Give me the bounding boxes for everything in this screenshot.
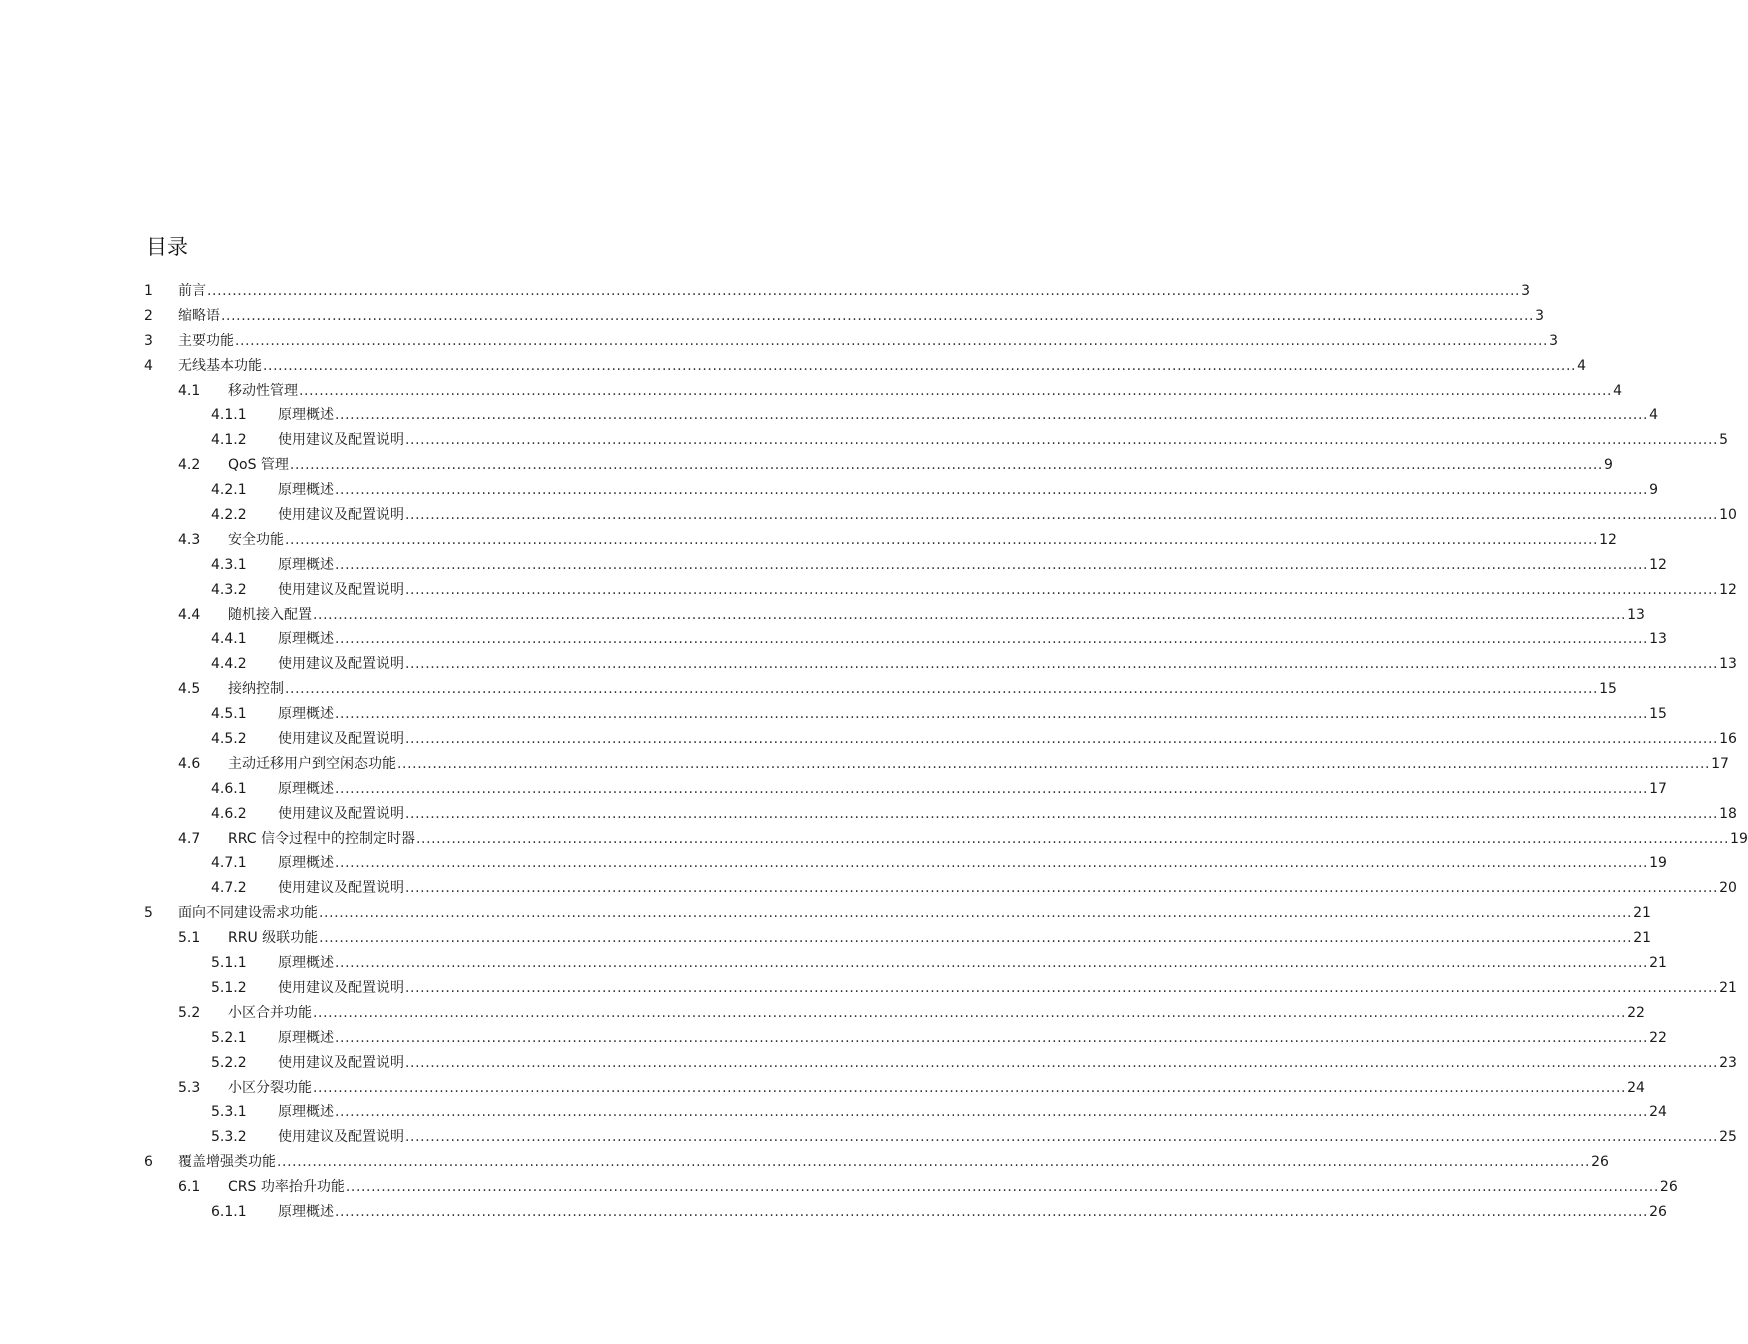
toc-entry-line: [228, 752, 1729, 777]
toc-entry-page: 12: [1719, 581, 1737, 598]
toc-dot-leader: ....................................................................................................................................................................................................................................................................: [313, 1079, 1627, 1096]
toc-entry[interactable]: [0, 329, 1558, 354]
toc-entry-number: 4.4.1: [211, 631, 247, 648]
toc-entry[interactable]: [0, 528, 1617, 553]
toc-entry[interactable]: [0, 851, 1667, 876]
toc-entry-line: [278, 951, 1667, 976]
toc-dot-leader: ....................................................................................................................................................................................................................................................................: [221, 307, 1535, 324]
toc-entry-number: 5.2: [178, 1004, 201, 1021]
toc-dot-leader: ....................................................................................................................................................................................................................................................................: [299, 382, 1613, 399]
toc-entry[interactable]: [0, 1001, 1645, 1026]
toc-entry-number: 4.6.2: [211, 805, 247, 822]
toc-entry-number: 4.1.1: [211, 407, 247, 424]
toc-entry-line: [278, 1200, 1667, 1225]
toc-entry[interactable]: [0, 1026, 1667, 1051]
toc-entry-page: 19: [1730, 830, 1748, 847]
toc-entry-title: 原理概述: [278, 780, 334, 797]
toc-entry-line: [278, 503, 1737, 528]
toc-entry-title: 覆盖增强类功能: [178, 1154, 276, 1171]
toc-dot-leader: ....................................................................................................................................................................................................................................................................: [405, 656, 1719, 673]
toc-entry-line: [178, 1150, 1609, 1175]
toc-entry-title: CRS 功率抬升功能: [228, 1179, 345, 1196]
toc-entry-line: [278, 1125, 1737, 1150]
toc-entry-title: 原理概述: [278, 855, 334, 872]
toc-dot-leader: ....................................................................................................................................................................................................................................................................: [235, 332, 1549, 349]
toc-entry[interactable]: [0, 1200, 1667, 1225]
toc-entry-number: 4.7: [178, 830, 201, 847]
toc-entry-number: 3: [144, 332, 153, 349]
toc-entry-title: 使用建议及配置说明: [278, 507, 404, 524]
toc-dot-leader: ....................................................................................................................................................................................................................................................................: [285, 531, 1599, 548]
toc-entry-page: 4: [1577, 357, 1586, 374]
toc-entry-page: 3: [1521, 283, 1530, 299]
toc-entry-page: 21: [1719, 979, 1737, 996]
toc-entry-title: 面向不同建设需求功能: [178, 905, 318, 922]
toc-entry-page: 23: [1719, 1054, 1737, 1071]
toc-entry-page: 10: [1719, 507, 1737, 524]
toc-entry-page: 18: [1719, 805, 1737, 822]
toc-dot-leader: ....................................................................................................................................................................................................................................................................: [335, 780, 1649, 797]
toc-entry-line: [228, 603, 1645, 628]
toc-entry[interactable]: [0, 453, 1613, 478]
toc-title-text: 目录: [146, 235, 188, 259]
toc-entry[interactable]: [0, 652, 1737, 677]
toc-entry-page: 21: [1633, 905, 1651, 922]
toc-dot-leader: ....................................................................................................................................................................................................................................................................: [335, 631, 1649, 648]
toc-dot-leader: ....................................................................................................................................................................................................................................................................: [335, 955, 1649, 972]
toc-entry-line: [278, 478, 1658, 503]
toc-entry-number: 5.3.2: [211, 1129, 247, 1146]
toc-dot-leader: ....................................................................................................................................................................................................................................................................: [319, 930, 1633, 947]
toc-dot-leader: ....................................................................................................................................................................................................................................................................: [319, 905, 1633, 922]
toc-entry[interactable]: [0, 926, 1652, 951]
toc-dot-leader: ....................................................................................................................................................................................................................................................................: [405, 979, 1719, 996]
toc-dot-leader: ....................................................................................................................................................................................................................................................................: [405, 1054, 1719, 1071]
toc-entry-title: RRU 级联功能: [228, 930, 319, 947]
toc-entry-line: [278, 428, 1728, 453]
toc-entry-number: 5.2.2: [211, 1054, 247, 1071]
toc-entry-number: 4.6: [178, 755, 201, 772]
toc-title: [146, 232, 188, 262]
toc-entry-title: 使用建议及配置说明: [278, 581, 404, 598]
toc-dot-leader: ....................................................................................................................................................................................................................................................................: [277, 1154, 1591, 1171]
toc-entry-page: 12: [1649, 556, 1667, 573]
toc-entry-page: 5: [1719, 432, 1728, 449]
toc-entry-line: [178, 304, 1544, 329]
toc-entry[interactable]: [0, 702, 1667, 727]
toc-entry-page: 13: [1627, 606, 1645, 623]
toc-entry-title: 小区分裂功能: [228, 1079, 312, 1096]
toc-entry-title: 使用建议及配置说明: [278, 805, 404, 822]
toc-entry-page: 17: [1711, 755, 1729, 772]
toc-entry-line: [278, 851, 1667, 876]
toc-entry-title: RRC 信令过程中的控制定时器: [228, 830, 415, 847]
toc-entry-line: [228, 453, 1613, 478]
toc-entry-title: 原理概述: [278, 407, 334, 424]
toc-list: [0, 279, 1748, 1225]
toc-entry-line: [228, 1076, 1645, 1101]
toc-entry-number: 5.1: [178, 930, 201, 947]
toc-entry-line: [278, 1026, 1667, 1051]
toc-entry-number: 4.2: [178, 457, 201, 474]
toc-entry-line: [178, 279, 1530, 304]
toc-entry-number: 5.1.2: [211, 979, 247, 996]
toc-entry-title: 缩略语: [178, 307, 220, 324]
toc-entry-line: [278, 627, 1667, 652]
toc-entry-number: 5.1.1: [211, 955, 247, 972]
toc-entry[interactable]: [0, 1051, 1737, 1076]
toc-entry-page: 21: [1649, 955, 1667, 972]
toc-entry-page: 25: [1719, 1129, 1737, 1146]
toc-entry-line: [278, 702, 1667, 727]
toc-entry-page: 21: [1633, 930, 1652, 947]
toc-entry[interactable]: [0, 951, 1667, 976]
toc-entry-line: [178, 354, 1586, 379]
toc-entry[interactable]: [0, 827, 1748, 852]
toc-entry-page: 24: [1627, 1079, 1645, 1096]
toc-entry-page: 12: [1599, 531, 1617, 548]
toc-entry-line: [228, 926, 1652, 951]
toc-dot-leader: ....................................................................................................................................................................................................................................................................: [405, 1129, 1719, 1146]
toc-entry-number: 1: [144, 283, 153, 299]
toc-entry-title: 原理概述: [278, 631, 334, 648]
toc-entry-number: 4.7.2: [211, 880, 247, 897]
toc-entry-page: 4: [1613, 382, 1622, 399]
toc-entry[interactable]: [0, 901, 1651, 926]
toc-entry-line: [228, 827, 1748, 852]
toc-entry[interactable]: [0, 304, 1544, 329]
toc-entry-number: 4.4.2: [211, 656, 247, 673]
toc-entry-number: 4.2.2: [211, 507, 247, 524]
toc-entry[interactable]: [0, 777, 1667, 802]
toc-entry-number: 4.5: [178, 681, 201, 698]
toc-entry-line: [278, 1100, 1667, 1125]
toc-entry-line: [278, 802, 1737, 827]
toc-entry-number: 5: [144, 905, 153, 922]
toc-entry-number: 4.4: [178, 606, 201, 623]
toc-entry[interactable]: [0, 727, 1737, 752]
toc-dot-leader: ....................................................................................................................................................................................................................................................................: [335, 1029, 1649, 1046]
toc-entry-page: 20: [1719, 880, 1737, 897]
toc-entry-page: 24: [1649, 1104, 1667, 1121]
toc-entry[interactable]: [0, 1175, 1678, 1200]
toc-entry-number: 5.3: [178, 1079, 201, 1096]
toc-dot-leader: ....................................................................................................................................................................................................................................................................: [405, 880, 1719, 897]
toc-entry[interactable]: [0, 279, 1530, 304]
toc-entry-page: 19: [1649, 855, 1667, 872]
toc-entry-title: 原理概述: [278, 482, 334, 499]
toc-entry-page: 4: [1649, 407, 1658, 424]
toc-entry-line: [278, 876, 1737, 901]
toc-entry[interactable]: [0, 802, 1737, 827]
toc-entry[interactable]: [0, 1125, 1737, 1150]
toc-entry[interactable]: [0, 627, 1667, 652]
toc-dot-leader: ....................................................................................................................................................................................................................................................................: [335, 706, 1649, 723]
toc-entry-page: 9: [1603, 457, 1613, 474]
toc-entry-page: 22: [1627, 1004, 1645, 1021]
toc-entry-line: [178, 329, 1558, 354]
toc-entry-line: [278, 777, 1667, 802]
toc-entry-number: 5.2.1: [211, 1029, 247, 1046]
toc-entry-title: 主要功能: [178, 332, 234, 349]
toc-entry-title: 随机接入配置: [228, 606, 312, 623]
toc-dot-leader: ....................................................................................................................................................................................................................................................................: [335, 1203, 1649, 1220]
toc-entry-line: [278, 727, 1737, 752]
toc-entry-number: 4.3.1: [211, 556, 247, 573]
toc-entry-page: 15: [1649, 706, 1667, 723]
toc-dot-leader: ....................................................................................................................................................................................................................................................................: [415, 830, 1730, 847]
toc-entry-title: 使用建议及配置说明: [278, 731, 404, 748]
toc-entry-line: [278, 403, 1658, 428]
toc-entry-line: [278, 553, 1667, 578]
toc-entry[interactable]: [0, 1150, 1609, 1175]
toc-entry-number: 4.5.2: [211, 731, 247, 748]
toc-entry-number: 4: [144, 357, 153, 374]
toc-entry-title: 原理概述: [278, 1203, 334, 1220]
toc-entry-line: [278, 1051, 1737, 1076]
toc-entry[interactable]: [0, 1100, 1667, 1125]
toc-entry-title: 原理概述: [278, 706, 334, 723]
toc-entry-page: 26: [1659, 1179, 1678, 1196]
toc-entry-line: [228, 528, 1617, 553]
toc-entry[interactable]: [0, 976, 1737, 1001]
toc-entry-line: [278, 976, 1737, 1001]
toc-entry-page: 13: [1719, 656, 1737, 673]
toc-entry[interactable]: [0, 677, 1617, 702]
toc-entry-title: 原理概述: [278, 556, 334, 573]
toc-entry-page: 3: [1549, 332, 1558, 349]
toc-entry-title: 前言: [178, 283, 206, 299]
toc-entry-number: 4.3: [178, 531, 201, 548]
toc-dot-leader: ....................................................................................................................................................................................................................................................................: [335, 1104, 1649, 1121]
toc-entry-title: 使用建议及配置说明: [278, 880, 404, 897]
toc-entry-page: 16: [1719, 731, 1737, 748]
toc-entry-number: 4.2.1: [211, 482, 247, 499]
toc-dot-leader: ....................................................................................................................................................................................................................................................................: [405, 805, 1719, 822]
toc-dot-leader: ....................................................................................................................................................................................................................................................................: [313, 1004, 1627, 1021]
toc-entry-number: 4.1.2: [211, 432, 247, 449]
toc-dot-leader: ....................................................................................................................................................................................................................................................................: [285, 681, 1599, 698]
toc-entry[interactable]: [0, 553, 1667, 578]
toc-entry-title: 小区合并功能: [228, 1004, 312, 1021]
toc-entry-page: 13: [1649, 631, 1667, 648]
toc-entry-page: 26: [1591, 1154, 1609, 1171]
toc-entry-title: 原理概述: [278, 1029, 334, 1046]
toc-entry-title: 使用建议及配置说明: [278, 1054, 404, 1071]
toc-entry[interactable]: [0, 354, 1586, 379]
toc-entry-number: 4.7.1: [211, 855, 247, 872]
toc-entry[interactable]: [0, 752, 1729, 777]
toc-entry-number: 6.1.1: [211, 1203, 247, 1220]
toc-entry-line: [228, 379, 1622, 404]
toc-entry-title: 原理概述: [278, 1104, 334, 1121]
toc-entry[interactable]: [0, 478, 1658, 503]
toc-entry[interactable]: [0, 578, 1737, 603]
toc-entry-number: 4.3.2: [211, 581, 247, 598]
toc-entry-title: QoS 管理: [228, 457, 289, 474]
toc-entry[interactable]: [0, 379, 1622, 404]
toc-entry-title: 接纳控制: [228, 681, 284, 698]
toc-entry-number: 6.1: [178, 1179, 201, 1196]
toc-dot-leader: ....................................................................................................................................................................................................................................................................: [313, 606, 1627, 623]
toc-dot-leader: ....................................................................................................................................................................................................................................................................: [207, 283, 1521, 299]
toc-entry-page: 9: [1649, 482, 1658, 499]
toc-entry-page: 3: [1535, 307, 1544, 324]
toc-entry-line: [228, 1001, 1645, 1026]
toc-entry-line: [178, 901, 1651, 926]
toc-entry-number: 5.3.1: [211, 1104, 247, 1121]
toc-entry-number: 4.5.1: [211, 706, 247, 723]
toc-entry-page: 22: [1649, 1029, 1667, 1046]
toc-entry-title: 无线基本功能: [178, 357, 262, 374]
toc-entry[interactable]: [0, 428, 1728, 453]
toc-entry-number: 2: [144, 307, 153, 324]
toc-dot-leader: ....................................................................................................................................................................................................................................................................: [405, 432, 1719, 449]
toc-entry[interactable]: [0, 403, 1658, 428]
toc-entry[interactable]: [0, 1076, 1645, 1101]
toc-entry-number: 4.1: [178, 382, 201, 399]
toc-entry-page: 26: [1649, 1203, 1667, 1220]
toc-entry-line: [228, 677, 1617, 702]
toc-dot-leader: ....................................................................................................................................................................................................................................................................: [289, 457, 1603, 474]
toc-entry-title: 移动性管理: [228, 382, 298, 399]
toc-entry-title: 使用建议及配置说明: [278, 979, 404, 996]
toc-dot-leader: ....................................................................................................................................................................................................................................................................: [263, 357, 1577, 374]
toc-entry-title: 使用建议及配置说明: [278, 432, 404, 449]
toc-entry-title: 原理概述: [278, 955, 334, 972]
toc-dot-leader: ....................................................................................................................................................................................................................................................................: [405, 507, 1719, 524]
toc-entry[interactable]: [0, 603, 1645, 628]
toc-entry-line: [278, 652, 1737, 677]
toc-dot-leader: ....................................................................................................................................................................................................................................................................: [335, 482, 1649, 499]
toc-dot-leader: ....................................................................................................................................................................................................................................................................: [405, 731, 1719, 748]
toc-entry-title: 使用建议及配置说明: [278, 1129, 404, 1146]
toc-entry[interactable]: [0, 503, 1737, 528]
toc-dot-leader: ....................................................................................................................................................................................................................................................................: [405, 581, 1719, 598]
toc-entry-number: 4.6.1: [211, 780, 247, 797]
toc-entry-page: 17: [1649, 780, 1667, 797]
toc-dot-leader: ....................................................................................................................................................................................................................................................................: [335, 855, 1649, 872]
toc-entry-title: 使用建议及配置说明: [278, 656, 404, 673]
toc-entry-line: [228, 1175, 1678, 1200]
toc-entry-page: 15: [1599, 681, 1617, 698]
toc-entry[interactable]: [0, 876, 1737, 901]
toc-dot-leader: ....................................................................................................................................................................................................................................................................: [397, 755, 1711, 772]
toc-dot-leader: ....................................................................................................................................................................................................................................................................: [335, 556, 1649, 573]
toc-entry-title: 主动迁移用户到空闲态功能: [228, 755, 396, 772]
toc-dot-leader: ....................................................................................................................................................................................................................................................................: [345, 1179, 1659, 1196]
toc-entry-line: [278, 578, 1737, 603]
toc-dot-leader: ....................................................................................................................................................................................................................................................................: [335, 407, 1649, 424]
toc-entry-title: 安全功能: [228, 531, 284, 548]
toc-entry-number: 6: [144, 1154, 153, 1171]
